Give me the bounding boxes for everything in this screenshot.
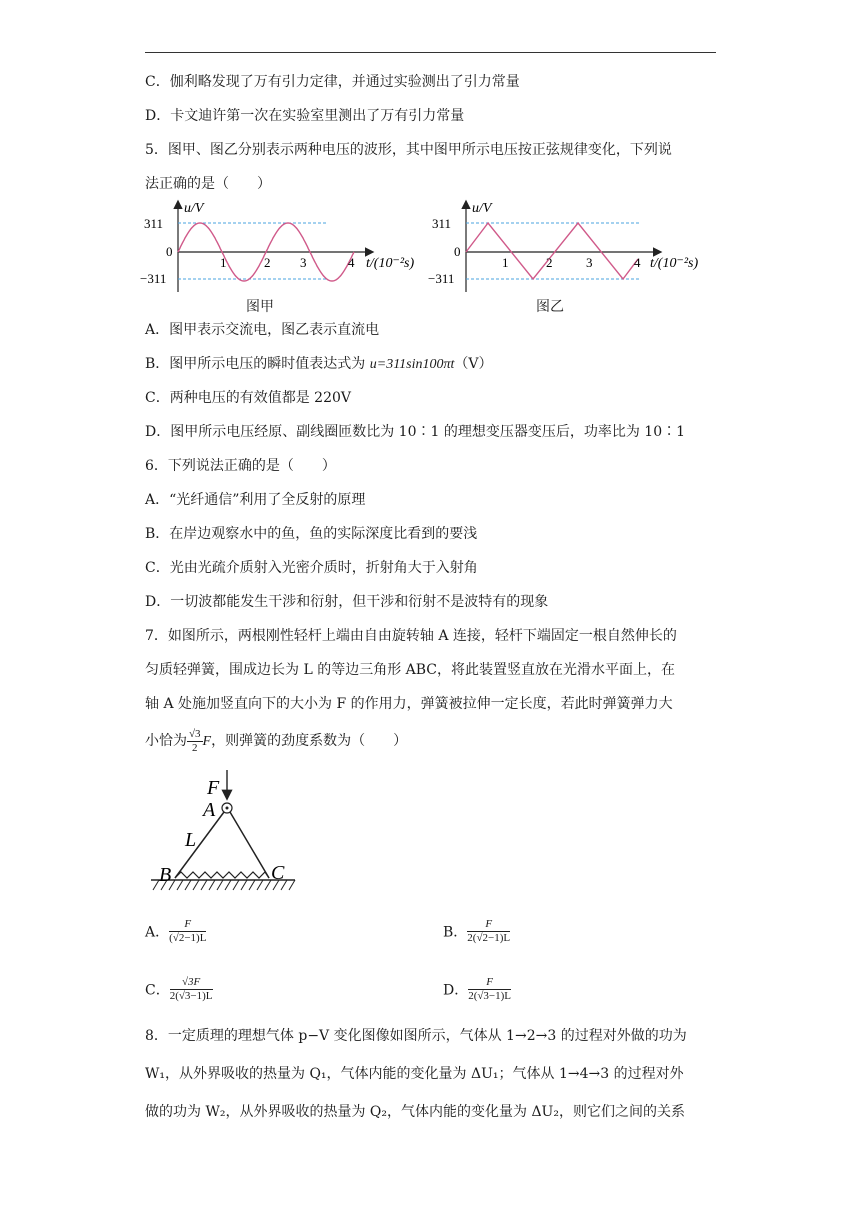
figure-yi-tick-4: 4 (634, 255, 641, 270)
figure-yi-triangle-wave (428, 196, 713, 296)
q7-stem-line1: 7．如图所示，两根刚性轻杆上端由自由旋转轴 A 连接，轻杆下端固定一根自然伸长的 (145, 628, 677, 644)
q5-stem-line1: 5．图甲、图乙分别表示两种电压的波形，其中图甲所示电压按正弦规律变化，下列说 (145, 142, 672, 158)
figure-jia-x-label: t/(10⁻²s) (366, 256, 415, 271)
figure-jia-tick-zero: 0 (166, 244, 173, 259)
q6-option-a: A．“光纤通信”利用了全反射的原理 (145, 492, 366, 508)
figure-yi-tick-min: −311 (428, 271, 455, 286)
q5-option-d: D．图甲所示电压经原、副线圈匝数比为 10∶1 的理想变压器变压后，功率比为 10∶1 (145, 424, 686, 440)
q5-option-b: B．图甲所示电压的瞬时值表达式为 u=311sin100πt（V） (145, 356, 493, 372)
figure-yi-x-label: t/(10⁻²s) (650, 256, 699, 271)
figure-jia-tick-min: −311 (140, 271, 167, 286)
q6-option-c: C．光由光疏介质射入光密介质时，折射角大于入射角 (145, 560, 478, 576)
q7-option-a: A． $\frac{F}{(√2-1)L}$ (145, 918, 207, 944)
q5-option-c: C．两种电压的有效值都是 220V (145, 390, 351, 406)
q8-stem-line3: 做的功为 W₂，从外界吸收的热量为 Q₂，气体内能的变化量为 ΔU₂，则它们之间的关系 (145, 1104, 685, 1120)
figure-yi-tick-zero: 0 (454, 244, 461, 259)
q7-option-c: C． $\frac{√3F}{2(√3-1)L}$ (145, 976, 213, 1002)
q8-stem-line2: W₁，从外界吸收的热量为 Q₁，气体内能的变化量为 ΔU₁；气体从 1→4→3 的过程对外 (145, 1066, 684, 1082)
figure-yi-tick-1: 1 (502, 255, 509, 270)
figure-yi-tick-2: 2 (546, 255, 553, 270)
q4-option-d: D．卡文迪许第一次在实验室里测出了万有引力常量 (145, 108, 465, 124)
figure-jia-tick-1: 1 (220, 255, 227, 270)
q6-option-b: B．在岸边观察水中的鱼，鱼的实际深度比看到的要浅 (145, 526, 478, 542)
header-rule (145, 52, 716, 53)
q7-stem-line3: 轴 A 处施加竖直向下的大小为 F 的作用力，弹簧被拉伸一定长度，若此时弹簧弹力大 (145, 696, 673, 712)
figure-jia-tick-max: 311 (144, 216, 164, 231)
q7-label-b: B (159, 864, 172, 886)
figure-jia-sine-wave (140, 196, 425, 296)
q7-label-a: A (203, 799, 216, 821)
q8-stem-line1: 8．一定质理的理想气体 p−V 变化图像如图所示，气体从 1→2→3 的过程对外做的功为 (145, 1028, 687, 1044)
q7-stem-line2: 匀质轻弹簧，围成边长为 L 的等边三角形 ABC，将此装置竖直放在光滑水平面上，在 (145, 662, 676, 678)
q7-option-d: D． $\frac{F}{2(√3-1)L}$ (443, 976, 512, 1002)
q7-option-b: B． $\frac{F}{2(√2-1)L}$ (443, 918, 511, 944)
figure-yi-tick-max: 311 (432, 216, 452, 231)
q7-triangle-figure (145, 766, 305, 896)
figure-jia-caption: 图甲 (246, 299, 274, 315)
q6-option-d: D．一切波都能发生干涉和衍射，但干涉和衍射不是波特有的现象 (145, 594, 549, 610)
figure-jia-tick-2: 2 (264, 255, 271, 270)
q4-option-c: C．伽利略发现了万有引力定律，并通过实验测出了引力常量 (145, 74, 520, 90)
q6-stem: 6．下列说法正确的是（ ） (145, 458, 336, 474)
q7-label-f: F (207, 777, 220, 799)
q7-spring (175, 872, 269, 878)
q7-stem-line4: 小恰为 $\frac{√3}{2}$ F，则弹簧的劲度系数为（ ） (145, 727, 408, 754)
q5-option-a: A．图甲表示交流电，图乙表示直流电 (145, 322, 380, 338)
figure-yi-triangle-curve (466, 223, 638, 279)
q5-stem-line2: 法正确的是（ ） (145, 176, 271, 192)
figure-jia-tick-4: 4 (348, 255, 355, 270)
figure-yi-tick-3: 3 (586, 255, 593, 270)
q7-label-l: L (185, 829, 197, 851)
q7-spring-force-fraction: $\frac{√3}{2}$ (189, 727, 201, 754)
figure-yi-y-label: u/V (472, 201, 492, 216)
figure-jia-y-label: u/V (184, 201, 204, 216)
q7-rod-ab (175, 812, 224, 878)
q7-rod-ac (230, 812, 269, 878)
q7-label-c: C (271, 862, 285, 884)
figure-jia-tick-3: 3 (300, 255, 307, 270)
figure-yi-caption: 图乙 (536, 299, 564, 315)
